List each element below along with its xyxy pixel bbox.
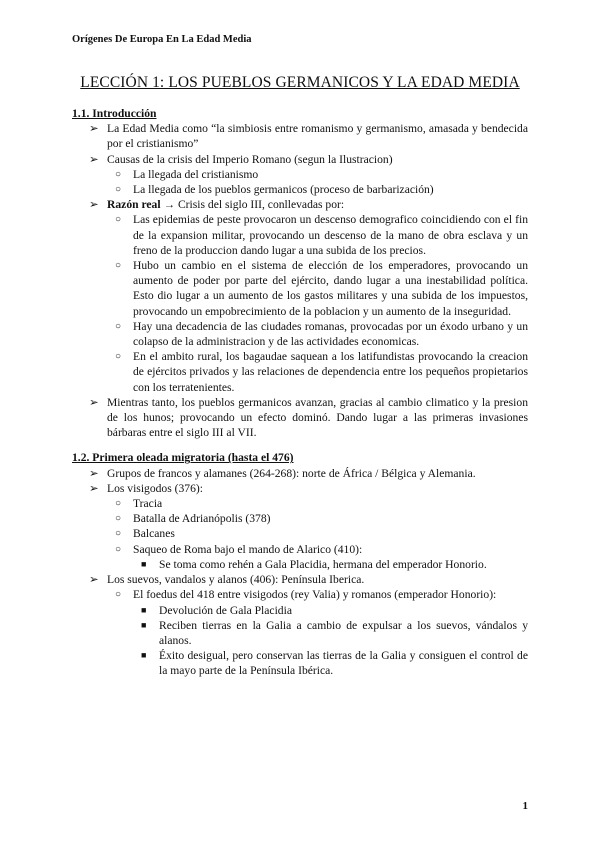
- circle-bullet-icon: ○: [115, 320, 122, 332]
- circle-bullet-icon: ○: [115, 168, 122, 180]
- list-item: [133, 603, 528, 618]
- list-item: [133, 648, 528, 678]
- lesson-title: LECCIÓN 1: LOS PUEBLOS GERMANICOS Y LA EDAD MEDIA: [80, 74, 520, 91]
- square-bullet-icon: ■: [141, 619, 147, 630]
- list-item-text: Las epidemias de peste provocaron un descenso demografico coincidiendo con el fin de la expansion militar, provocando un descenso de la mano de obra esclava y un freno de la produccion dando lugar a una subida de los precios.: [133, 213, 528, 257]
- list-item-text: Reciben tierras en la Galia a cambio de expulsar a los suevos, vándalos y alanos.: [159, 618, 528, 647]
- list-item-text: La Edad Media como “la simbiosis entre romanismo y germanismo, amasada y bendecida por el cristianismo”: [107, 122, 528, 151]
- list-item: [72, 572, 528, 678]
- list-item: [107, 542, 528, 572]
- list-item-text: Se toma como rehén a Gala Placidia, hermana del emperador Honorio.: [159, 557, 487, 571]
- razon-real-label: Razón real: [107, 198, 161, 212]
- list-item-text: Tracia: [133, 497, 163, 511]
- list-item: [107, 167, 528, 182]
- list-item: [133, 618, 528, 648]
- list-item-text: En el ambito rural, los bagaudae saquean a los latifundistas provocando la creacion de ejércitos privados y las relaciones de dependencia entre los pequeños propietarios con los terratenientes.: [133, 350, 528, 394]
- sublist: [107, 587, 528, 678]
- section1-list: [72, 121, 528, 440]
- sublist: [133, 557, 528, 572]
- list-item-text: Hubo un cambio en el sistema de elección de los emperadores, provocando un aumento de poder por parte del ejército, dando lugar a una inestabilidad política. Esto dio lugar a un aumento de los gastos militares y una subida de los impuestos, provocando un empobrecimiento de la poblacion y un aumento de la inseguridad.: [133, 259, 528, 318]
- arrow-bullet-icon: ➢: [89, 198, 99, 212]
- list-item-text: Mientras tanto, los pueblos germanicos avanzan, gracias al cambio climatico y la presion de los hunos; provocando un efecto dominó. Dando lugar a las primeras invasiones bárbaras entre el siglo III al VII.: [107, 395, 528, 440]
- arrow-bullet-icon: ➢: [89, 152, 99, 166]
- list-item-text: La llegada del cristianismo: [133, 167, 259, 181]
- circle-bullet-icon: ○: [115, 214, 122, 226]
- sublist: [107, 496, 528, 572]
- arrow-bullet-icon: ➢: [89, 466, 99, 480]
- square-bullet-icon: ■: [141, 650, 147, 661]
- running-header: Orígenes De Europa En La Edad Media: [72, 34, 252, 45]
- list-item: [107, 349, 528, 395]
- list-item: [107, 182, 528, 197]
- list-item-text: La llegada de los pueblos germanicos (proceso de barbarización): [133, 183, 434, 197]
- sublist: [133, 603, 528, 679]
- circle-bullet-icon: ○: [115, 528, 122, 540]
- list-item-text: Balcanes: [133, 527, 175, 541]
- square-bullet-icon: ■: [141, 558, 147, 569]
- list-item-text: Hay una decadencia de las ciudades romanas, provocadas por un éxodo urbano y un colapso de la administracion y de las actividades economicas.: [133, 319, 528, 349]
- list-item: [107, 511, 528, 526]
- circle-bullet-icon: ○: [115, 589, 122, 601]
- section-heading-primera-oleada: 1.2. Primera oleada migratoria (hasta el 476): [72, 451, 294, 465]
- list-item: [107, 526, 528, 541]
- circle-bullet-icon: ○: [115, 184, 122, 196]
- section2-list: [72, 466, 528, 679]
- arrow-bullet-icon: ➢: [89, 395, 99, 409]
- list-item: [107, 258, 528, 319]
- list-item-text: Batalla de Adrianópolis (378): [133, 512, 271, 526]
- list-item: [72, 395, 528, 441]
- page-number: 1: [522, 800, 528, 812]
- circle-bullet-icon: ○: [115, 498, 122, 510]
- list-item-text: Grupos de francos y alamanes (264-268): norte de África / Bélgica y Alemania.: [107, 466, 476, 480]
- list-item: [72, 197, 528, 395]
- circle-bullet-icon: ○: [115, 513, 122, 525]
- section-heading-introduccion: 1.1. Introducción: [72, 107, 157, 120]
- list-item-text: → Crisis del siglo III, conllevadas por:: [160, 198, 345, 212]
- list-item: [107, 212, 528, 258]
- circle-bullet-icon: ○: [115, 543, 122, 555]
- list-item: [107, 587, 528, 678]
- sublist: [107, 212, 528, 394]
- list-item: [72, 466, 528, 481]
- list-item-text: Devolución de Gala Placidia: [159, 603, 292, 617]
- circle-bullet-icon: ○: [115, 351, 122, 363]
- arrow-bullet-icon: ➢: [89, 573, 99, 587]
- arrow-bullet-icon: ➢: [89, 122, 99, 136]
- list-item: [72, 481, 528, 572]
- circle-bullet-icon: ○: [115, 260, 122, 272]
- list-item-text: Éxito desigual, pero conservan las tierras de la Galia y consiguen el control de la mayo parte de la Península Ibérica.: [159, 649, 528, 678]
- list-item-text: Los suevos, vandalos y alanos (406): Península Iberica.: [107, 573, 365, 587]
- document-body: [72, 106, 528, 679]
- arrow-bullet-icon: ➢: [89, 481, 99, 495]
- list-item-text: Saqueo de Roma bajo el mando de Alarico (410):: [133, 542, 363, 556]
- list-item: [133, 557, 528, 572]
- list-item-text: Los visigodos (376):: [107, 481, 203, 495]
- list-item-text: El foedus del 418 entre visigodos (rey Valia) y romanos (emperador Honorio):: [133, 588, 497, 602]
- list-item-text: Causas de la crisis del Imperio Romano (segun la Ilustracion): [107, 152, 393, 166]
- list-item: [72, 152, 528, 198]
- square-bullet-icon: ■: [141, 604, 147, 615]
- list-item: [107, 319, 528, 349]
- sublist: [107, 167, 528, 197]
- list-item: [107, 496, 528, 511]
- list-item: [72, 121, 528, 151]
